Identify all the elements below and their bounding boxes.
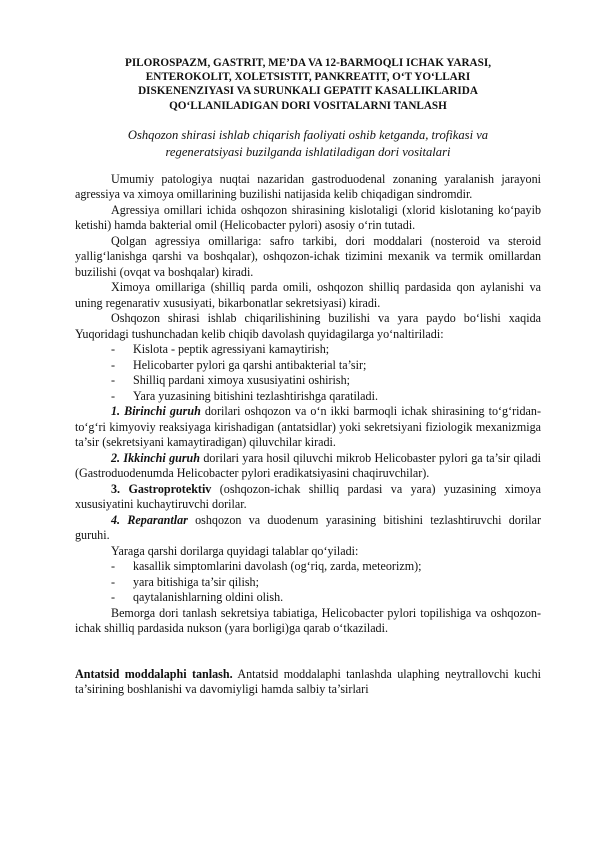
group-2-heading: 2. Ikkinchi guruh bbox=[111, 450, 201, 465]
list-item bbox=[111, 559, 541, 575]
subtitle-line: regeneratsiyasi buzilganda ishlatiladigan dori vositalari bbox=[165, 144, 451, 159]
paragraph-group-4 bbox=[75, 513, 541, 544]
treatment-goals-list bbox=[75, 342, 541, 404]
dash-marker: - bbox=[111, 342, 116, 357]
title-line: DISKENENZIYASI VA SURUNKALI GEPATIT KASALLIKLARIDA bbox=[138, 85, 478, 98]
paragraph-group-2 bbox=[75, 451, 541, 482]
group-1-heading: 1. Birinchi guruh bbox=[111, 404, 201, 419]
list-item-text: Kislota - peptik agressiyani kamaytirish; bbox=[133, 342, 330, 357]
document-subtitle bbox=[75, 127, 541, 161]
antatsid-heading: Antatsid moddalaphi tanlash. bbox=[75, 666, 233, 681]
list-item bbox=[111, 358, 541, 374]
list-item-text: Helicobarter pylori ga qarshi antibakterial ta’sir; bbox=[133, 357, 367, 372]
document-page bbox=[75, 56, 541, 698]
dash-marker: - bbox=[111, 590, 116, 605]
group-1-text: dorilari oshqozon va o‘n ikki barmoqli ichak shirasining to‘g‘ridan-to‘g‘ri kimyoviy reaksiyaga kirishadigan (antatsidlar) yoki sekretsiyani fiziologik mexanizmiga ta’sir (sekretsiyani kamaytiradigan) qiluvchilar kiradi. bbox=[75, 404, 541, 450]
list-item-text: qaytalanishlarning oldini olish. bbox=[133, 590, 284, 605]
subtitle-line: Oshqozon shirasi ishlab chiqarish faoliyati oshib ketganda, trofikasi va bbox=[127, 127, 489, 142]
paragraph-antatsid bbox=[75, 667, 541, 698]
title-line: QO‘LLANILADIGAN DORI VOSITALARNI TANLASH bbox=[169, 99, 447, 112]
paragraph-treatment-direction: Oshqozon shirasi ishlab chiqarilishining buzilishi va yara paydo bo‘lishi xaqida Yuqoridagi tushunchadan kelib chiqib davolash quyidagilarga yo‘naltiriladi: bbox=[75, 311, 541, 341]
list-item-text: Yara yuzasining bitishini tezlashtirishga qaratiladi. bbox=[133, 388, 378, 403]
list-item-text: Shilliq pardani ximoya xususiyatini oshirish; bbox=[133, 373, 351, 388]
group-2-text: dorilari yara hosil qiluvchi mikrob Helicobaster pylori ga ta’sir qiladi (Gastroduodenumda Helicobacter pylori eradikatsiyasini chaqiruvchilar). bbox=[75, 450, 541, 481]
dash-marker: - bbox=[111, 388, 116, 403]
paragraph-closing: Bemorga dori tanlash sekretsiya tabiatiga, Helicobacter pylori topilishiga va oshqozon-ichak shilliq pardasida nukson (yara borligi)ga qarab o‘tkaziladi. bbox=[75, 605, 541, 636]
paragraph-protection-factors: Ximoya omillariga (shilliq parda omili, oshqozon shilliq pardasida qon aylanishi va uning regenarativ xususiyati, bikarbonatlar sekretsiyasi) kiradi. bbox=[75, 280, 541, 310]
requirements-list bbox=[75, 559, 541, 606]
title-line: ENTEROKOLIT, XOLETSISTIT, PANKREATIT, O‘T YO‘LLARI bbox=[145, 71, 471, 84]
dash-marker: - bbox=[111, 373, 116, 388]
paragraph-group-3 bbox=[75, 482, 541, 513]
list-item bbox=[111, 575, 541, 591]
dash-marker: - bbox=[111, 357, 116, 372]
paragraph-intro: Umumiy patologiya nuqtai nazaridan gastroduodenal zonaning yaralanish jarayoni agressiya va ximoya omillarining buzilishi natijasida kelib chiqadigan sindromdir. bbox=[75, 171, 541, 202]
list-item bbox=[111, 389, 541, 405]
list-item-text: kasallik simptomlarini davolash (og‘riq, zarda, meteorizm); bbox=[133, 559, 422, 574]
dash-marker: - bbox=[111, 559, 116, 574]
title-line: PILOROSPAZM, GASTRIT, ME’DA VA 12-BARMOQLI ICHAK YARASI, bbox=[124, 57, 492, 69]
paragraph-aggression-factors: Agressiya omillari ichida oshqozon shirasining kislotaligi (xlorid kislotaning ko‘payib ketishi) hamda bakterial omil (Helicobacter pylori) asosiy o‘rin tutadi. bbox=[75, 202, 541, 233]
group-4-text: oshqozon va duodenum yarasining bitishini tezlashtiruvchi dorilar guruhi. bbox=[75, 512, 541, 543]
group-3-text: (oshqozon-ichak shilliq pardasi va yara) yuzasining ximoya xususiyatini kuchaytiruvchi dorilar. bbox=[75, 481, 541, 512]
antatsid-section bbox=[75, 667, 541, 698]
dash-marker: - bbox=[111, 574, 116, 589]
group-3-heading: 3. Gastroprotektiv bbox=[111, 481, 212, 496]
list-item-text: yara bitishiga ta’sir qilish; bbox=[133, 574, 259, 589]
antatsid-text: Antatsid moddalaphi tanlashda ulaphing neytrallovchi kuchi ta’sirining boshlanishi va davomiyligi hamda salbiy ta’sirlari bbox=[75, 666, 541, 697]
paragraph-requirements-intro: Yaraga qarshi dorilarga quyidagi talablar qo‘yiladi: bbox=[111, 543, 359, 558]
document-title bbox=[75, 56, 541, 113]
paragraph-other-aggression-factors: Qolgan agressiya omillariga: safro tarkibi, dori moddalari (nosteroid va steroid yallig‘lanishga qarshi va boshqalar), oshqozon-ichak tizimini mexanik va termik omillardan buzilishi (ovqat va boshqalar) kiradi. bbox=[75, 233, 541, 279]
list-item bbox=[111, 373, 541, 389]
list-item bbox=[111, 590, 541, 606]
paragraph-group-1 bbox=[75, 404, 541, 451]
list-item bbox=[111, 342, 541, 358]
section-spacer bbox=[75, 637, 541, 667]
group-4-heading: 4. Reparantlar bbox=[111, 512, 188, 527]
